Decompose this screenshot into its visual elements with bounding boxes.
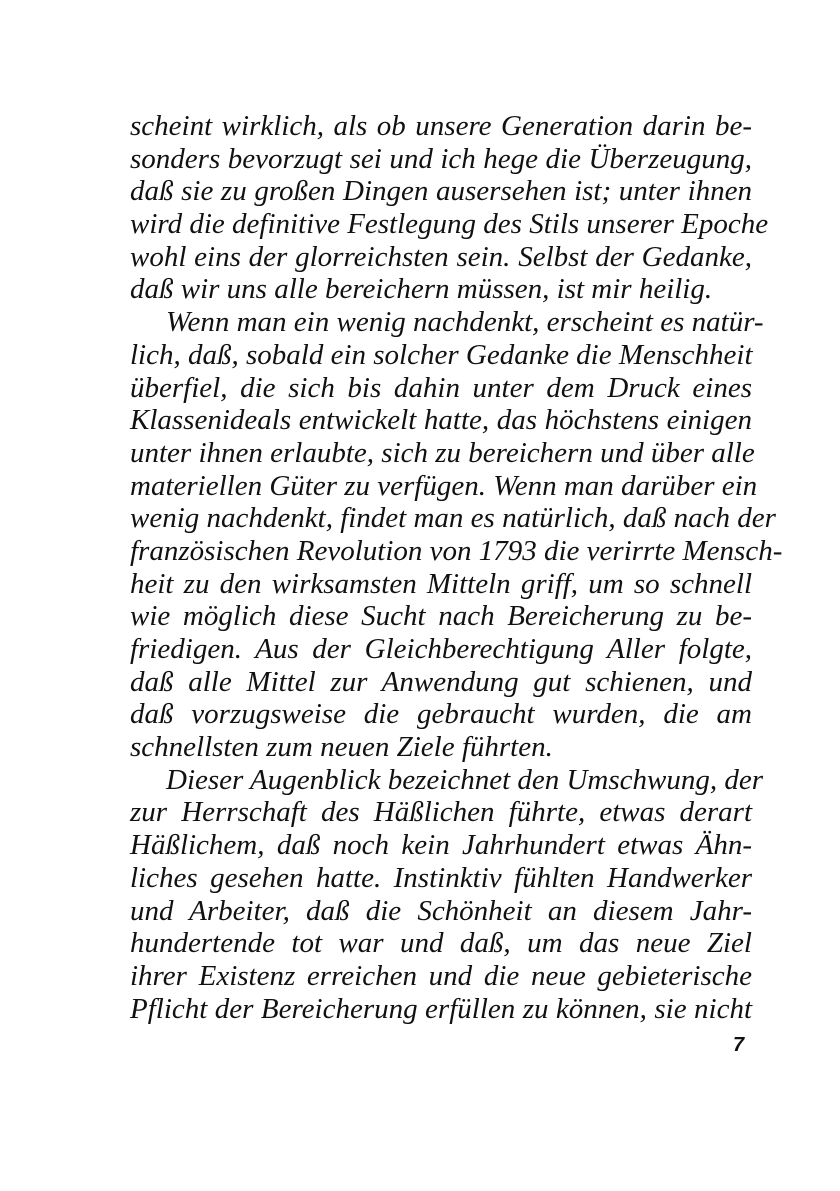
text-line: unter ihnen erlaubte, sich zu bereichern und über alle	[130, 436, 755, 469]
text-line: hundertende tot war und daß, um das neue Ziel	[130, 927, 752, 960]
text-line: daß sie zu großen Dingen ausersehen ist; unter ihnen	[130, 175, 752, 208]
text-line: französischen Revolution von 1793 die verirrte Mensch-	[130, 534, 783, 567]
text-line: ihrer Existenz erreichen und die neue gebieterische	[130, 959, 752, 992]
page-number: 7	[733, 1034, 745, 1056]
text-line: und Arbeiter, daß die Schönheit an diesem Jahr-	[130, 894, 752, 927]
text-line: daß vorzugsweise die gebraucht wurden, die am	[130, 698, 752, 731]
text-line: wenig nachdenkt, findet man es natürlich, daß nach der	[130, 502, 776, 535]
text-line: friedigen. Aus der Gleichberechtigung Aller folgte,	[130, 633, 752, 665]
text-line: daß wir uns alle bereichern müssen, ist mir heilig.	[130, 273, 713, 306]
text-line: wohl eins der glorreichsten sein. Selbst der Gedanke,	[130, 240, 752, 273]
text-line: Klassenideals entwickelt hatte, das höchstens einigen	[130, 404, 752, 437]
text-line: lich, daß, sobald ein solcher Gedanke die Menschheit	[130, 338, 753, 371]
text-line: Pflicht der Bereicherung erfüllen zu können, sie nicht	[130, 992, 752, 1025]
text-line: scheint wirklich, als ob unsere Generation darin be-	[130, 110, 752, 142]
text-line: schnellsten zum neuen Ziele führten.	[130, 731, 553, 764]
text-line: wie möglich diese Sucht nach Bereicherung zu be-	[130, 600, 752, 633]
text-line: heit zu den wirksamsten Mitteln griff, um so schnell	[130, 567, 752, 600]
text-line: zur Herrschaft des Häßlichen führte, etwas derart	[130, 796, 752, 829]
text-line: liches gesehen hatte. Instinktiv fühlten Handwerker	[130, 861, 752, 894]
text-line: materiellen Güter zu verfügen. Wenn man darüber ein	[130, 469, 758, 502]
text-line: wird die definitive Festlegung des Stils unserer Epoche	[130, 208, 769, 241]
paragraph-start-line: Wenn man ein wenig nachdenkt, erscheint es natür-	[166, 306, 764, 339]
paragraph-start-line: Dieser Augenblick bezeichnet den Umschwung, der	[166, 763, 764, 796]
page-text	[130, 110, 783, 1025]
text-line: daß alle Mittel zur Anwendung gut schienen, und	[130, 665, 752, 698]
text-line: überfiel, die sich bis dahin unter dem Druck eines	[130, 371, 752, 404]
text-line: Häßlichem, daß noch kein Jahrhundert etwas Ähn-	[130, 829, 752, 862]
text-line: sonders bevorzugt sei und ich hege die Überzeugung,	[130, 142, 752, 175]
